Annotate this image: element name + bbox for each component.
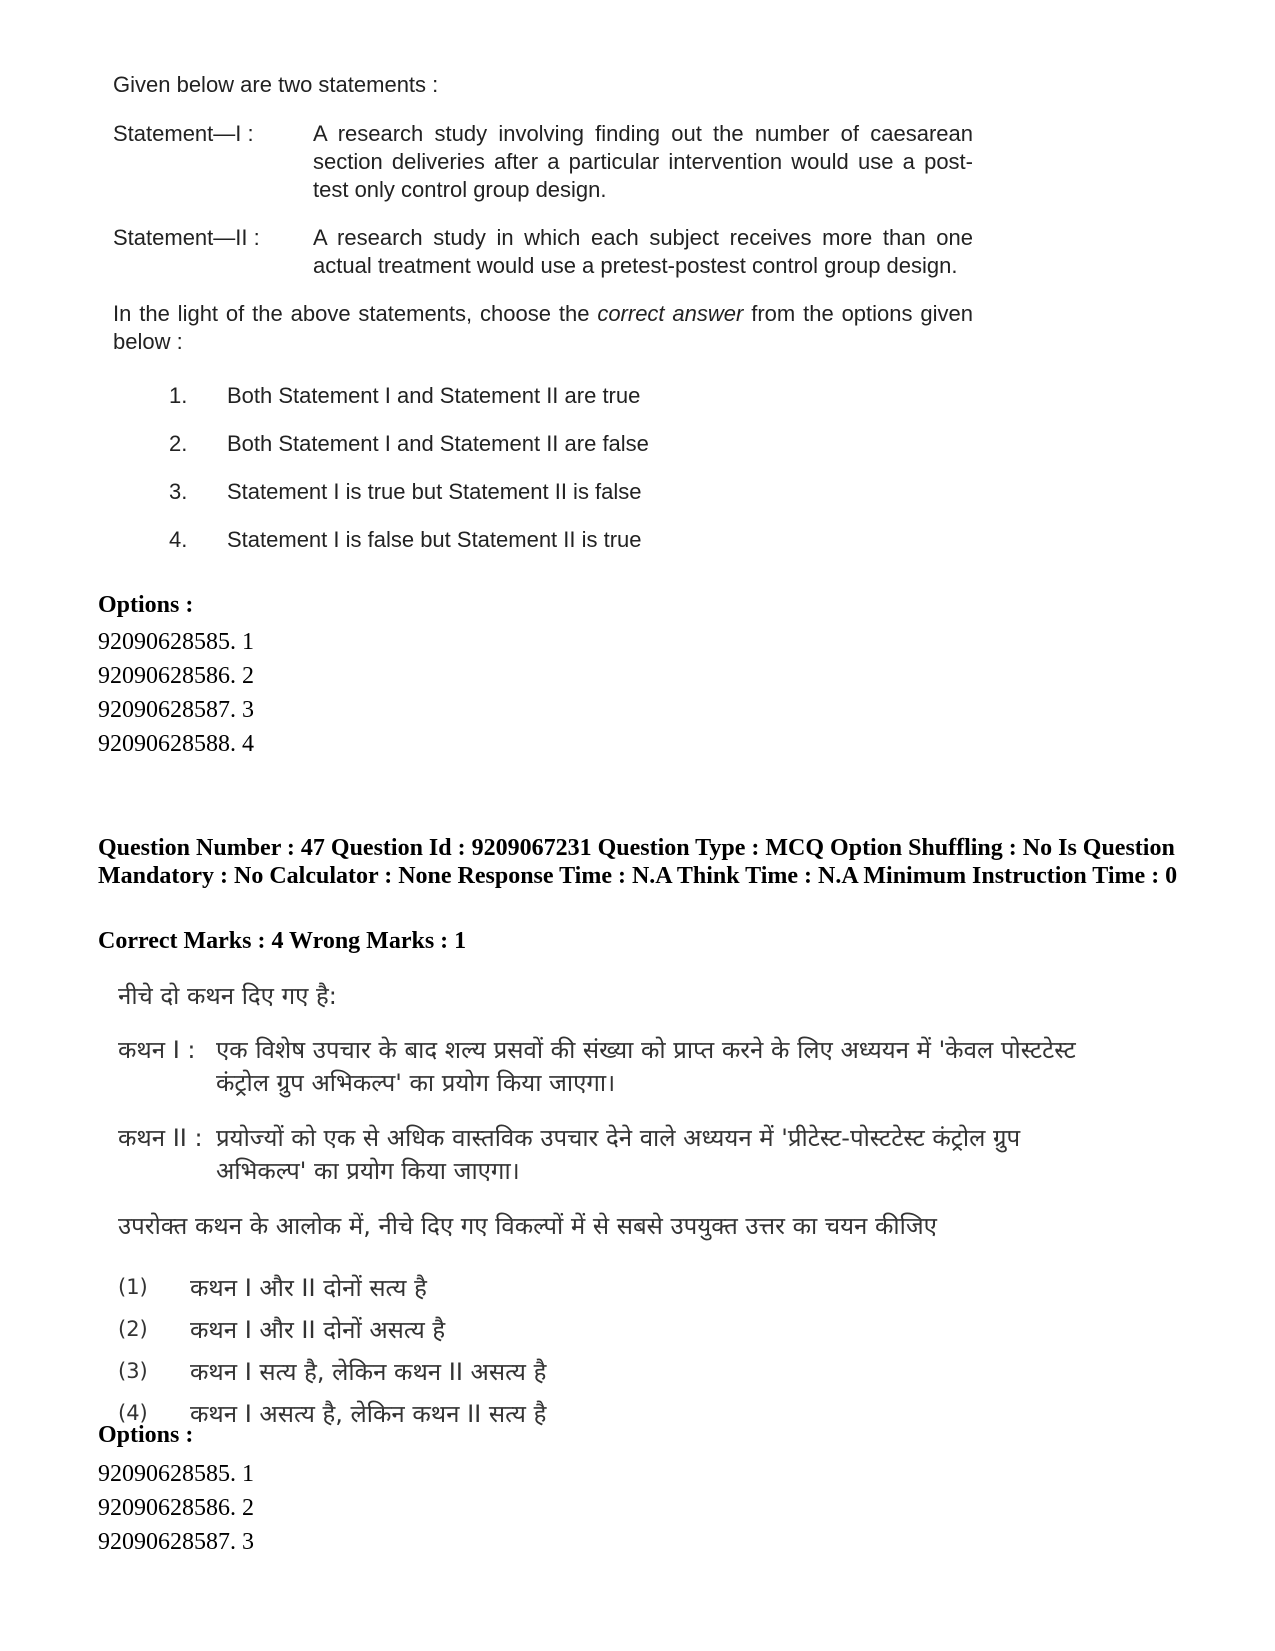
options-heading: Options : [98,1422,194,1448]
answer-choice-3 [118,1350,1098,1392]
choice-number: (1) [118,1275,148,1299]
prompt-text: In the light of the above statements, choose the [113,301,598,326]
choice-text: कथन I सत्य है, लेकिन कथन II असत्य है [190,1357,547,1386]
choice-text: Statement I is true but Statement II is false [227,479,642,504]
answer-choice-2 [118,1308,1098,1350]
english-question-block [113,70,973,564]
question-intro: Given below are two statements : [113,72,439,97]
options-list [98,625,254,761]
answer-choice-1 [113,372,973,420]
statement-text: A research study involving finding out the number of caesarean section deliveries after a particular intervention would use a post-test only control group design. [313,121,973,202]
question-prompt [113,300,973,356]
question-intro: नीचे दो कथन दिए गए है: [118,982,337,1010]
prompt-emphasis: correct answer [597,301,744,326]
options-list [98,1457,254,1559]
prompt-text: from the options given below : [113,301,973,354]
statement-label: Statement—II : [113,225,260,250]
choice-text: कथन I और II दोनों सत्य है [190,1273,427,1302]
option-item: 92090628587. 3 [98,1529,254,1555]
choice-number: 4. [169,527,188,552]
choice-number: (3) [118,1359,148,1383]
question-prompt: उपरोक्त कथन के आलोक में, नीचे दिए गए विकल्पों में से सबसे उपयुक्त उत्तर का चयन कीजिए [118,1212,937,1240]
option-item: 92090628585. 1 [98,629,254,655]
answer-choice-4 [118,1392,1098,1434]
statement-text: प्रयोज्यों को एक से अधिक वास्तविक उपचार देने वाले अध्ययन में 'प्रीटेस्ट-पोस्टटेस्ट कंट्रोल ग्रुप अभिकल्प' का प्रयोग किया जाएगा। [216,1124,1021,1185]
option-item: 92090628586. 2 [98,1495,254,1521]
statement-text: एक विशेष उपचार के बाद शल्य प्रसवों की संख्या को प्राप्त करने के लिए अध्ययन में 'केवल पोस्टटेस्ट कंट्रोल ग्रुप अभिकल्प' का प्रयोग किया जाएगा। [216,1036,1076,1097]
statement-label: कथन I : [118,1036,196,1064]
statement-1 [118,1034,1098,1100]
marks-info: Correct Marks : 4 Wrong Marks : 1 [98,928,467,954]
answer-choice-4 [113,516,973,564]
choice-text: कथन I असत्य है, लेकिन कथन II सत्य है [190,1399,547,1428]
statement-label: कथन II : [118,1124,203,1152]
statement-text: A research study in which each subject receives more than one actual treatment would use a pretest-postest control group design. [313,225,973,278]
hindi-question-block [118,980,1098,1434]
answer-choice-3 [113,468,973,516]
choice-number: 3. [169,479,188,504]
option-item: 92090628587. 3 [98,697,254,723]
statement-label: Statement—I : [113,121,254,146]
answer-choice-1 [118,1266,1098,1308]
option-item: 92090628588. 4 [98,731,254,757]
choice-text: कथन I और II दोनों असत्य है [190,1315,446,1344]
choice-text: Both Statement I and Statement II are false [227,431,649,456]
choice-text: Both Statement I and Statement II are true [227,383,641,408]
option-item: 92090628585. 1 [98,1461,254,1487]
answer-choice-2 [113,420,973,468]
statement-1 [113,120,973,204]
choice-number: 2. [169,431,188,456]
statement-2 [113,224,973,280]
question-metadata: Question Number : 47 Question Id : 9209067231 Question Type : MCQ Option Shuffling : No Is Question Mandatory : No Calculator : None Response Time : N.A Think Time : N.A Minimum Instruction Time : 0 [98,835,1178,889]
statement-2 [118,1122,1098,1188]
choice-text: Statement I is false but Statement II is true [227,527,642,552]
option-item: 92090628586. 2 [98,663,254,689]
choice-number: (4) [118,1401,148,1425]
choice-number: 1. [169,383,188,408]
choice-number: (2) [118,1317,148,1341]
options-heading: Options : [98,592,194,618]
